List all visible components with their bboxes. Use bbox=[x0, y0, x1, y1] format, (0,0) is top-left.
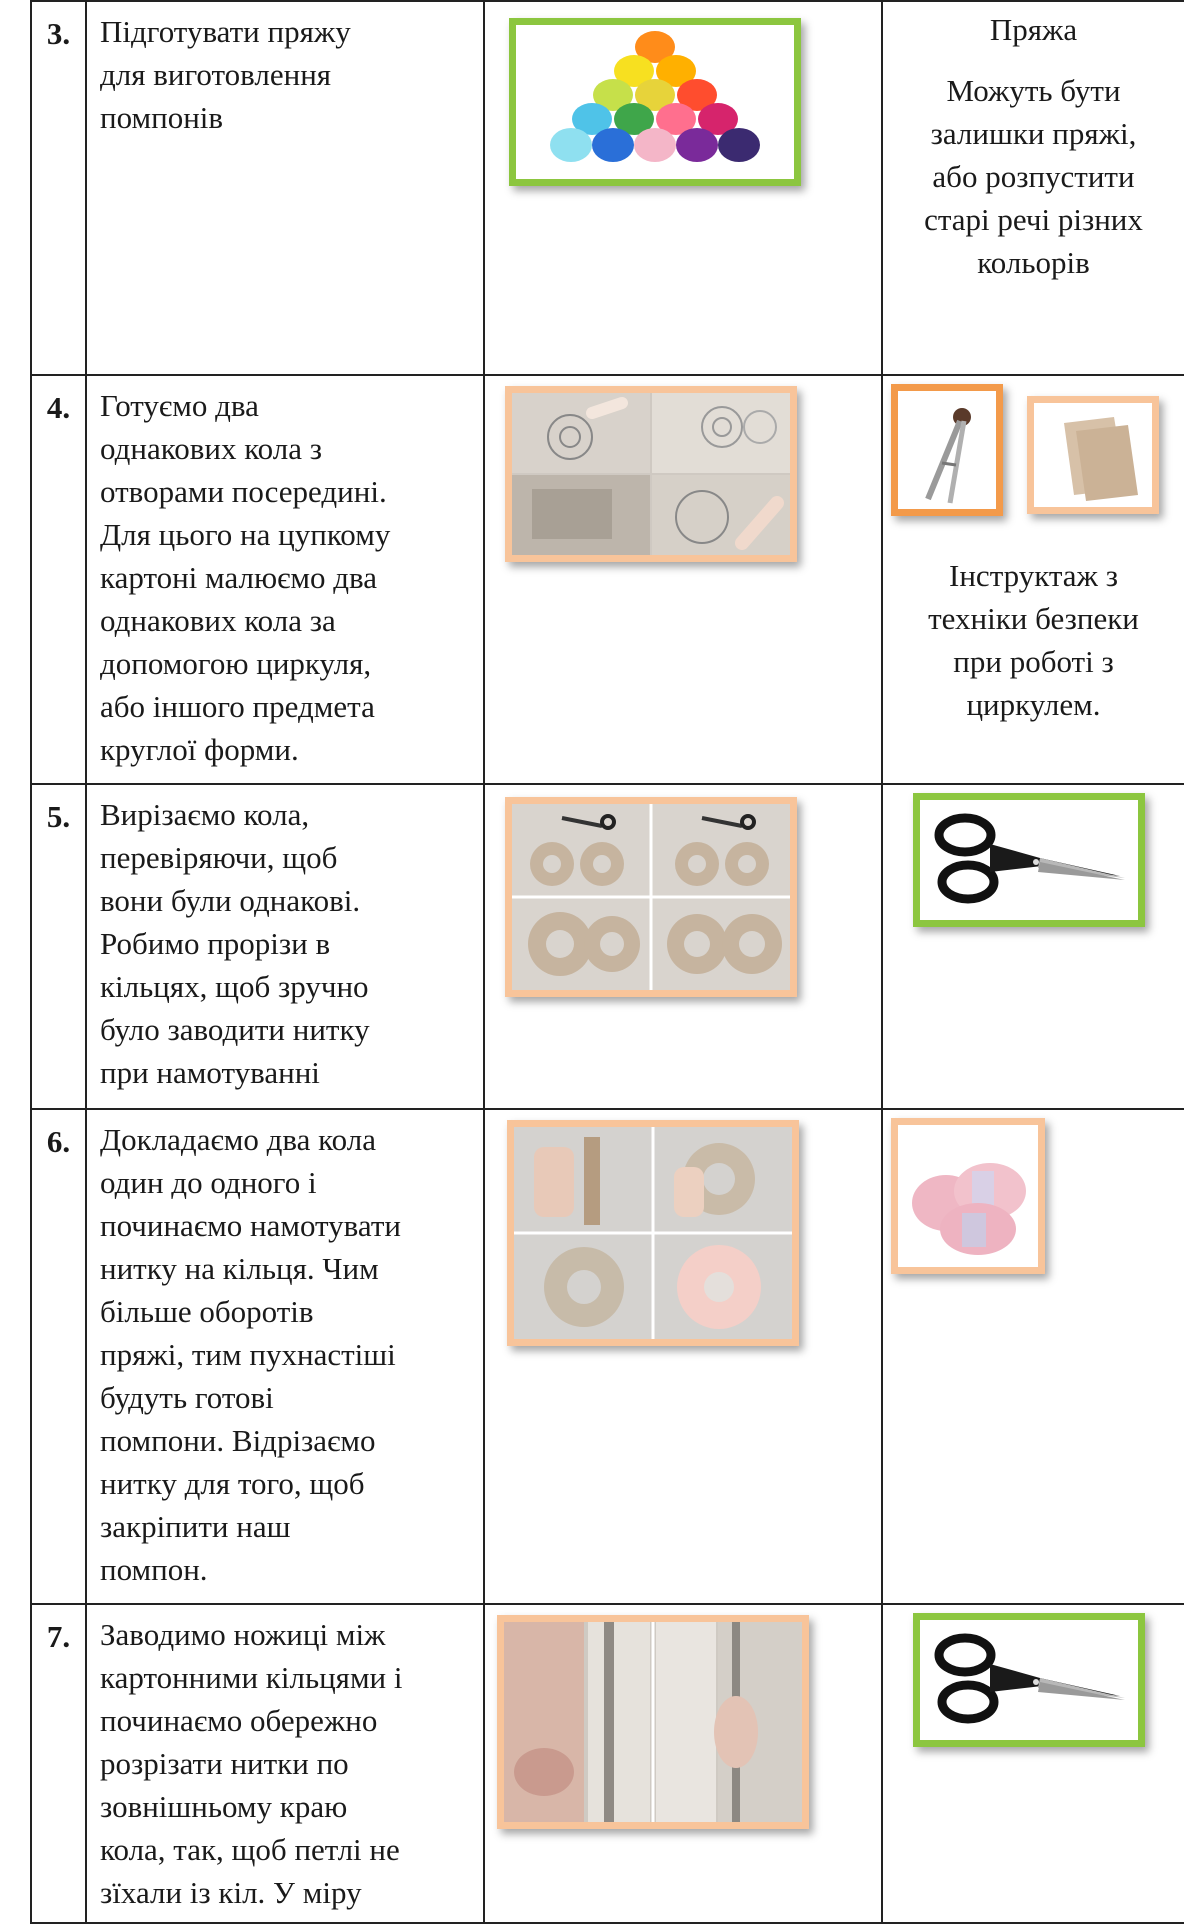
table-row bbox=[31, 375, 1184, 784]
step-number: 4. bbox=[46, 390, 71, 425]
cutting-rings-photo bbox=[505, 797, 797, 997]
step-text-cell bbox=[86, 784, 484, 1109]
text-line: при намотуванні bbox=[100, 1055, 320, 1090]
text-line: круглої форми. bbox=[100, 732, 299, 767]
text-line: техніки безпеки bbox=[928, 601, 1139, 636]
step-description bbox=[87, 785, 483, 1102]
cardboard-photo bbox=[1027, 396, 1159, 514]
cardboard-icon bbox=[1034, 403, 1152, 507]
text-line: Робимо прорізи в bbox=[100, 926, 331, 961]
step-text-cell bbox=[86, 375, 484, 784]
materials-images bbox=[883, 376, 1184, 526]
materials-title: Пряжа bbox=[989, 12, 1078, 47]
winding-yarn-photo bbox=[507, 1120, 799, 1346]
text-line: зовнішньому краю bbox=[100, 1789, 348, 1824]
text-line: зїхали із кіл. У міру bbox=[100, 1875, 362, 1910]
step-number-cell bbox=[31, 1604, 86, 1923]
step-number-cell bbox=[31, 375, 86, 784]
text-line: було заводити нитку bbox=[100, 1012, 370, 1047]
step-photo-cell bbox=[484, 1604, 882, 1923]
materials-text bbox=[883, 2, 1184, 290]
step-description bbox=[87, 1110, 483, 1599]
yarn-pyramid-icon bbox=[516, 25, 794, 179]
text-line: кольорів bbox=[977, 245, 1090, 280]
table-row bbox=[31, 1604, 1184, 1923]
text-line: Для цього на цупкому bbox=[100, 517, 391, 552]
text-line: однакових кола з bbox=[100, 431, 322, 466]
table-row bbox=[31, 784, 1184, 1109]
pink-yarn-icon bbox=[898, 1125, 1038, 1267]
text-line: перевіряючи, щоб bbox=[100, 840, 338, 875]
text-line: або іншого предмета bbox=[100, 689, 375, 724]
cutting-yarn-photo bbox=[497, 1615, 809, 1829]
text-line: помпонів bbox=[100, 100, 224, 135]
text-line: залишки пряжі, bbox=[930, 116, 1137, 151]
step-number: 6. bbox=[46, 1124, 71, 1159]
text-line: помпон. bbox=[100, 1552, 208, 1587]
step-number-cell bbox=[31, 1109, 86, 1604]
text-line: старі речі різних bbox=[924, 202, 1143, 237]
pink-yarn-photo bbox=[891, 1118, 1045, 1274]
step-photo-cell bbox=[484, 784, 882, 1109]
text-line: допомогою циркуля, bbox=[100, 646, 372, 681]
table-row bbox=[31, 1, 1184, 375]
scissors-icon bbox=[920, 800, 1138, 920]
text-line: однакових кола за bbox=[100, 603, 336, 638]
cutting-yarn-icon bbox=[504, 1622, 802, 1822]
step-number-cell bbox=[31, 784, 86, 1109]
text-line: для виготовлення bbox=[100, 57, 332, 92]
step-materials-cell bbox=[882, 1, 1184, 375]
text-line: Підготувати пряжу bbox=[100, 14, 351, 49]
text-line: при роботі з bbox=[953, 644, 1114, 679]
text-line: кола, так, щоб петлі не bbox=[100, 1832, 400, 1867]
text-line: Докладаємо два кола bbox=[100, 1122, 376, 1157]
text-line: будуть готові bbox=[100, 1380, 274, 1415]
text-line: помпони. Відрізаємо bbox=[100, 1423, 376, 1458]
text-line: Готуємо два bbox=[100, 388, 259, 423]
text-line: починаємо обережно bbox=[100, 1703, 378, 1738]
step-photo-cell bbox=[484, 1, 882, 375]
step-materials-cell bbox=[882, 1604, 1184, 1923]
step-text-cell bbox=[86, 1, 484, 375]
text-line: Вирізаємо кола, bbox=[100, 797, 310, 832]
steps-table bbox=[30, 0, 1184, 1924]
scissors-photo bbox=[913, 1613, 1145, 1747]
step-description bbox=[87, 376, 483, 779]
text-line: нитку на кільця. Чим bbox=[100, 1251, 379, 1286]
step-materials-cell bbox=[882, 784, 1184, 1109]
step-text-cell bbox=[86, 1109, 484, 1604]
text-line: розрізати нитки по bbox=[100, 1746, 349, 1781]
text-line: починаємо намотувати bbox=[100, 1208, 402, 1243]
text-line: закріпити наш bbox=[100, 1509, 291, 1544]
table-row bbox=[31, 1109, 1184, 1604]
compass-icon bbox=[898, 391, 996, 509]
step-photo-cell bbox=[484, 1109, 882, 1604]
step-materials-cell bbox=[882, 375, 1184, 784]
text-line: Заводимо ножиці між bbox=[100, 1617, 386, 1652]
winding-yarn-icon bbox=[514, 1127, 792, 1339]
text-line: Можуть бути bbox=[946, 73, 1121, 108]
text-line: картонними кільцями і bbox=[100, 1660, 403, 1695]
cutting-rings-icon bbox=[512, 804, 790, 990]
scissors-photo bbox=[913, 793, 1145, 927]
step-number: 3. bbox=[46, 16, 71, 51]
step-text-cell bbox=[86, 1604, 484, 1923]
text-line: циркулем. bbox=[966, 687, 1101, 722]
text-line: пряжі, тим пухнастіші bbox=[100, 1337, 396, 1372]
text-line: кільцях, щоб зручно bbox=[100, 969, 369, 1004]
step-description bbox=[87, 2, 483, 147]
text-line: Інструктаж з bbox=[949, 558, 1118, 593]
step-description bbox=[87, 1605, 483, 1922]
step-number: 5. bbox=[46, 799, 71, 834]
drawing-circles-photo bbox=[505, 386, 797, 562]
text-line: картоні малюємо два bbox=[100, 560, 378, 595]
step-materials-cell bbox=[882, 1109, 1184, 1604]
text-line: більше оборотів bbox=[100, 1294, 314, 1329]
compass-photo bbox=[891, 384, 1003, 516]
drawing-circles-icon bbox=[512, 393, 790, 555]
text-line: отворами посередині. bbox=[100, 474, 387, 509]
step-photo-cell bbox=[484, 375, 882, 784]
text-line: або розпустити bbox=[932, 159, 1135, 194]
text-line: нитку для того, щоб bbox=[100, 1466, 365, 1501]
step-number-cell bbox=[31, 1, 86, 375]
materials-text bbox=[883, 526, 1184, 732]
text-line: вони були однакові. bbox=[100, 883, 361, 918]
yarn-pyramid-photo bbox=[509, 18, 801, 186]
step-number: 7. bbox=[46, 1619, 71, 1654]
scissors-icon bbox=[920, 1620, 1138, 1740]
text-line: один до одного і bbox=[100, 1165, 317, 1200]
